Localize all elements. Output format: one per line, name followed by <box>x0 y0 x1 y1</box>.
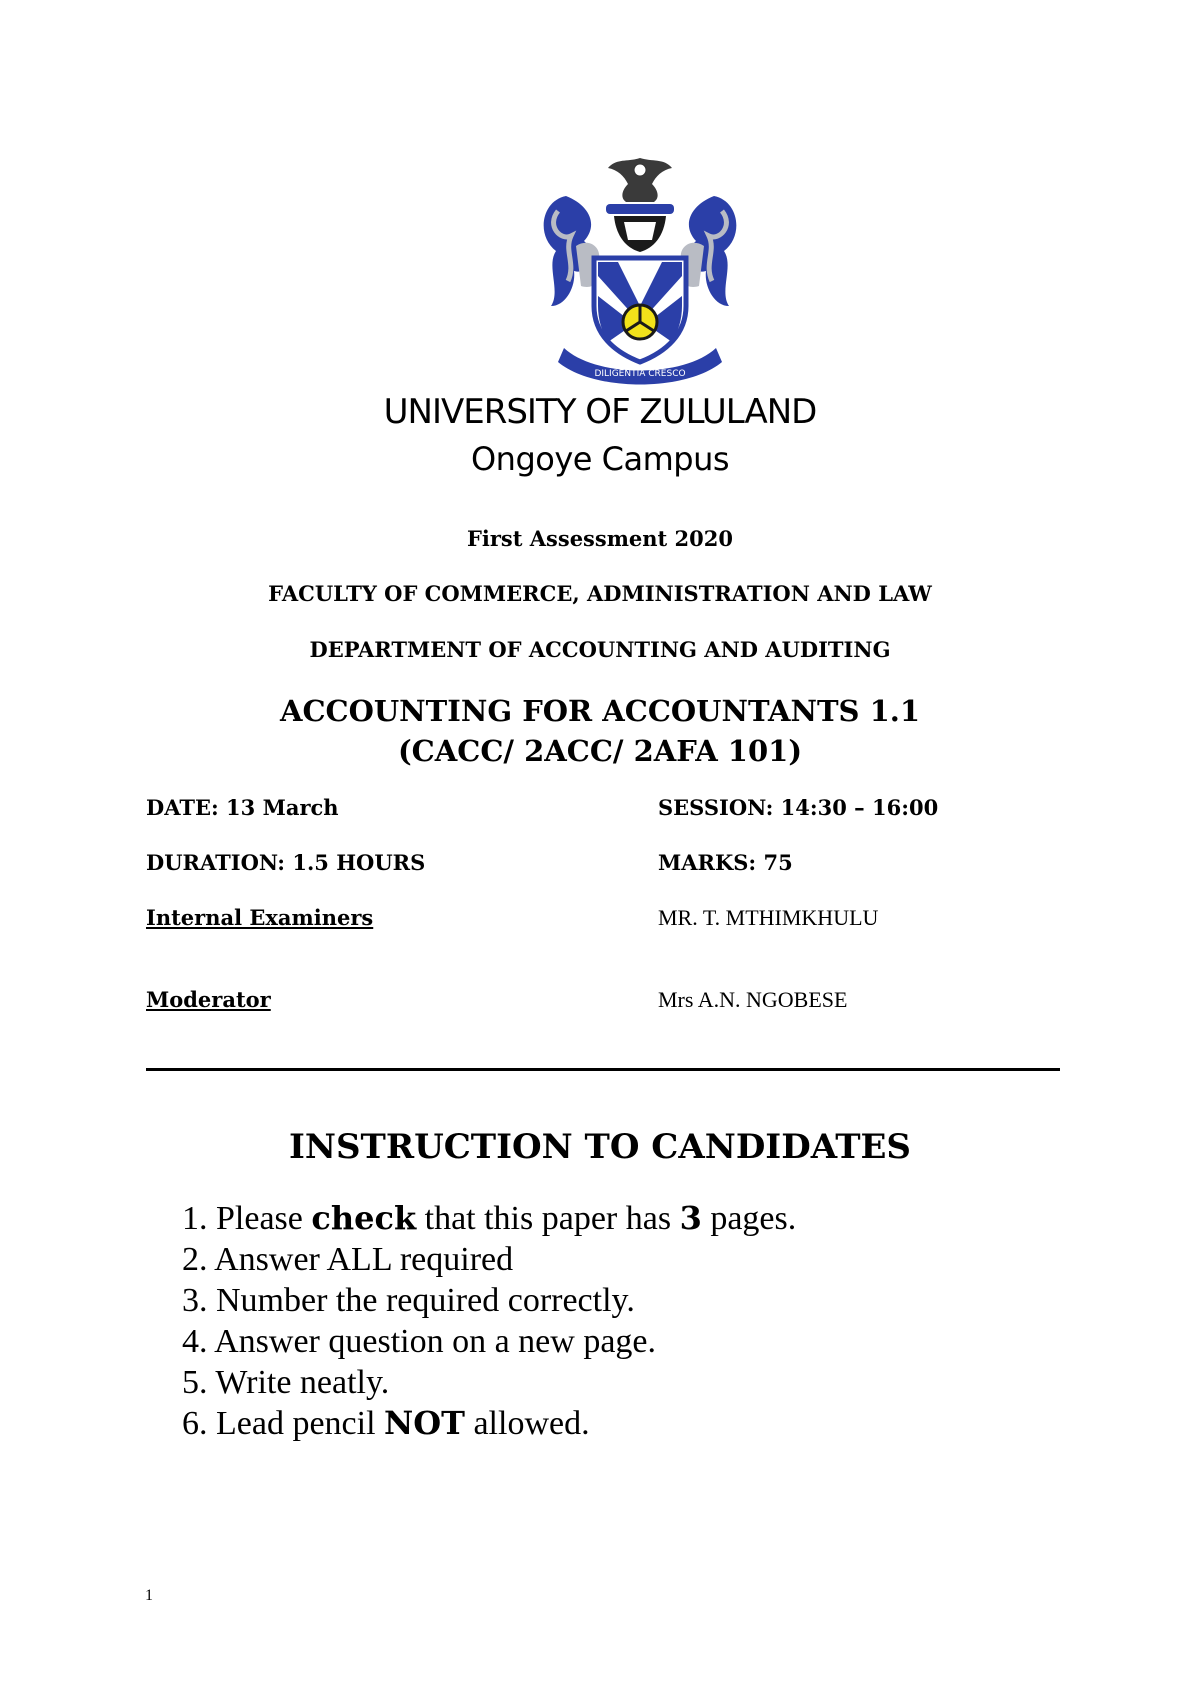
instructions-list <box>182 1198 796 1444</box>
instruction-text: that this paper has <box>416 1200 680 1237</box>
moderator-value: Mrs A.N. NGOBESE <box>658 987 848 1012</box>
instruction-item <box>182 1362 796 1403</box>
moderator-label: Moderator <box>146 987 271 1012</box>
instruction-text: pages. <box>701 1200 797 1237</box>
department-name: DEPARTMENT OF ACCOUNTING AND AUDITING <box>309 637 891 662</box>
instruction-text: Please <box>216 1200 312 1237</box>
exam-marks: MARKS: 75 <box>658 850 793 875</box>
faculty-name: FACULTY OF COMMERCE, ADMINISTRATION AND LAW <box>268 581 932 606</box>
campus-name: Ongoye Campus <box>470 440 730 478</box>
course-codes: (CACC/ 2ACC/ 2AFA 101) <box>397 734 803 768</box>
instructions-title: INSTRUCTION TO CANDIDATES <box>289 1127 911 1167</box>
internal-examiners-label: Internal Examiners <box>146 905 374 930</box>
exam-session: SESSION: 14:30 – 16:00 <box>658 795 939 820</box>
instruction-text: allowed. <box>464 1405 590 1442</box>
instruction-text: Answer ALL required <box>214 1241 514 1278</box>
instruction-text: Answer question on a new page. <box>214 1323 657 1360</box>
instruction-item <box>182 1239 796 1280</box>
exam-duration: DURATION: 1.5 HOURS <box>146 850 426 875</box>
instruction-emphasis: 3 <box>679 1199 702 1237</box>
instruction-text: Write neatly. <box>215 1364 390 1401</box>
instruction-item <box>182 1280 796 1321</box>
instruction-emphasis: NOT <box>384 1404 465 1442</box>
instruction-number: 2. <box>182 1241 215 1278</box>
instruction-number: 5. <box>182 1364 216 1401</box>
instruction-text: Number the required correctly. <box>216 1282 635 1319</box>
university-name: UNIVERSITY OF ZULULAND <box>383 392 817 432</box>
university-crest-logo <box>536 156 744 388</box>
instruction-emphasis: check <box>311 1199 417 1237</box>
assessment-title: First Assessment 2020 <box>466 526 734 551</box>
crest-motto: DILIGENTIA CRESCO <box>594 369 686 379</box>
instruction-text: Lead pencil <box>216 1405 385 1442</box>
instruction-number: 3. <box>182 1282 216 1319</box>
horizontal-divider <box>146 1068 1060 1071</box>
instruction-number: 4. <box>182 1323 215 1360</box>
instruction-number: 1. <box>182 1200 216 1237</box>
instruction-item <box>182 1321 796 1362</box>
page-number: 1 <box>145 1587 153 1604</box>
instruction-item <box>182 1403 796 1444</box>
course-title: ACCOUNTING FOR ACCOUNTANTS 1.1 <box>279 694 921 728</box>
instruction-item <box>182 1198 796 1239</box>
instruction-number: 6. <box>182 1405 216 1442</box>
internal-examiners-value: MR. T. MTHIMKHULU <box>658 905 879 930</box>
exam-date: DATE: 13 March <box>146 795 339 820</box>
